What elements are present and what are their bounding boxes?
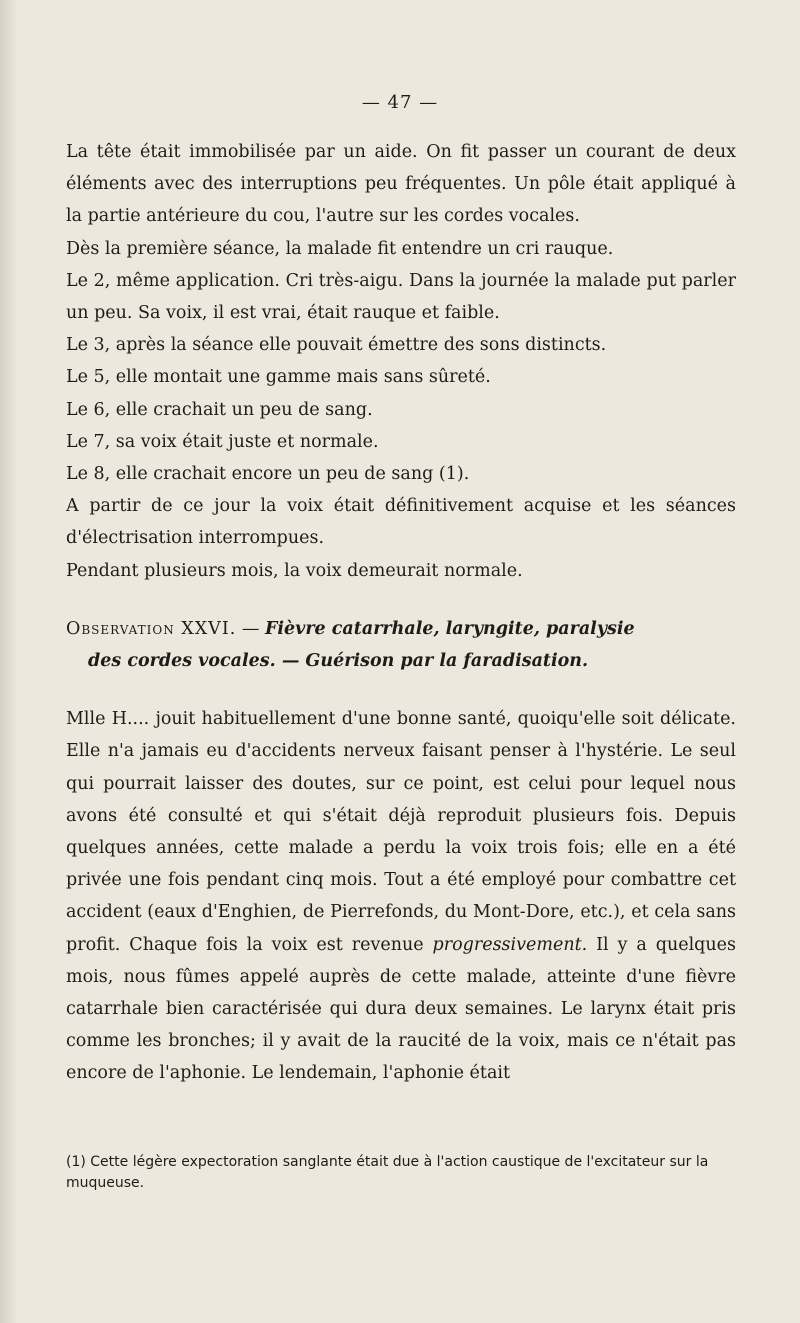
paragraph-day-7: Le 7, sa voix était juste et normale. — [66, 431, 379, 452]
case-text-part2: Il y a quelques mois, nous fûmes appelé auprès de cette malade, atteinte d'une fièvre catarrhale bien caractérisée qui dura deux semaines. Le larynx était pris comme les bronches; il y avait de la raucité de la voix, mais ce n'était pas encore de l'aphonie. Le lendemain, l'aphonie était — [66, 934, 736, 1084]
observation-dash: — — [241, 618, 260, 639]
section-gap-2 — [66, 677, 736, 703]
paragraph-first-session: Dès la première séance, la malade fit entendre un cri rauque. — [66, 238, 614, 259]
paragraph-electrodes: La tête était immobilisée par un aide. On fit passer un courant de deux éléments avec des interruptions peu fréquentes. Un pôle était appliqué à la partie antérieure du cou, l'autre sur les cordes vocales. — [66, 142, 736, 227]
footnote-marker: (1). — [438, 464, 470, 485]
case-text-emphasis: progressivement. — [432, 934, 588, 955]
section-gap — [66, 587, 736, 613]
paragraph-day-5: Le 5, elle montait une gamme mais sans sûreté. — [66, 367, 491, 388]
page-edge-shadow — [0, 0, 18, 1323]
body-text — [66, 136, 736, 1090]
footnote: (1) Cette légère expectoration sanglante était due à l'action caustique de l'excitateur sur la muqueuse. — [66, 1154, 709, 1191]
case-paragraph — [66, 703, 736, 1089]
page-number: — 47 — — [361, 92, 439, 113]
observation-subtitle-line1: Fièvre catarrhale, laryngite, paralysie — [264, 618, 635, 639]
observation-subtitle-line2: des cordes vocales. — Guérison par la faradisation. — [88, 651, 589, 672]
paragraph-day-8-text: Le 8, elle crachait encore un peu de sang — [66, 464, 434, 485]
paragraph-voice-acquired: A partir de ce jour la voix était définitivement acquise et les séances d'électrisation interrompues. — [66, 496, 736, 549]
paragraph-day-6: Le 6, elle crachait un peu de sang. — [66, 399, 373, 420]
observation-heading — [66, 613, 736, 677]
observation-title: Observation XXVI. — [66, 618, 237, 639]
case-text-part1: Mlle H.... jouit habituellement d'une bonne santé, quoiqu'elle soit délicate. Elle n'a jamais eu d'accidents nerveux faisant penser à l'hystérie. Le seul qui pourrait laisser des doutes, sur ce point, est celui pour lequel nous avons été consulté et qui s'était déjà reproduit plusieurs fois. Depuis quelques années, cette malade a perdu la voix trois fois; elle en a été privée une fois pendant cinq mois. Tout a été employé pour combattre cet accident (eaux d'Enghien, de Pierrefonds, du Mont-Dore, etc.), et cela sans profit. Chaque fois la voix est revenue — [66, 709, 736, 955]
paragraph-day-2: Le 2, même application. Cri très-aigu. Dans la journée la malade put parler un peu. Sa voix, il est vrai, était rauque et faible. — [66, 270, 736, 324]
paragraph-day-3: Le 3, après la séance elle pouvait émettre des sons distincts. — [66, 335, 607, 356]
paragraph-voice-normal: Pendant plusieurs mois, la voix demeurait normale. — [66, 560, 523, 581]
paragraph-day-8 — [66, 458, 736, 490]
